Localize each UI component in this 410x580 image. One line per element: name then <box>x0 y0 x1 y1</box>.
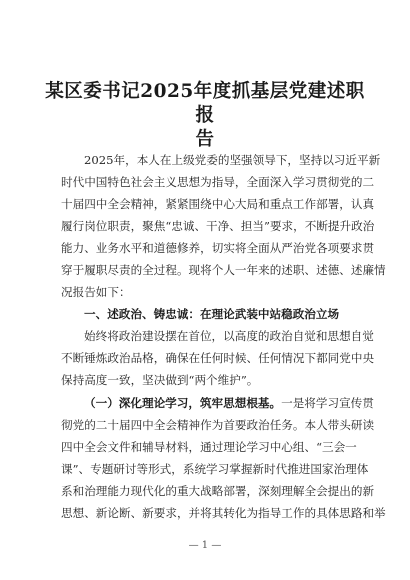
subsection1-line-3: 四中全会文件和辅导材料，通过理论学习中心组、“三会一 <box>61 440 357 454</box>
document-title <box>40 80 370 152</box>
title-line-1: 某区委书记2025年度抓基层党建述职报 <box>45 81 365 126</box>
intro-line-7: 况报告如下： <box>61 285 131 299</box>
subsection1-first-line <box>84 396 374 410</box>
subsection1-line-2: 彻党的二十届四中全会精神作为首要政治任务。本人带头研读 <box>61 418 375 432</box>
subsection1-line-5: 系和治理能力现代化的重大战略部署，深刻理解全会提出的新 <box>61 484 375 498</box>
intro-line-3: 十届四中全会精神，紧紧围绕中心大局和重点工作部署，认真 <box>61 197 375 211</box>
intro-line-2: 时代中国特色社会主义思想为指导，全面深入学习贯彻党的二 <box>61 175 375 189</box>
page-number: — 1 — <box>188 540 222 551</box>
subsection1-line-4: 课”、专题研讨等形式，系统学习掌握新时代推进国家治理体 <box>61 462 369 476</box>
intro-line-1: 2025年，本人在上级党委的坚强领导下，坚持以习近平新 <box>84 153 381 167</box>
intro-line-6: 穿于履职尽责的全过程。现将个人一年来的述职、述德、述廉情 <box>61 263 386 277</box>
intro-line-5: 能力、业务水平和道德修养，切实将全面从严治党各项要求贯 <box>61 241 375 255</box>
subsection1-line-6: 思想、新论断、新要求，并将其转化为指导工作的具体思路和举 <box>61 506 386 520</box>
subsection1-first-rest: 一是将学习宣传贯 <box>281 396 374 410</box>
section1-line-1: 始终将政治建设摆在首位，以高度的政治自觉和思想自觉 <box>84 329 374 343</box>
intro-line-4: 履行岗位职责，聚焦“忠诚、干净、担当”要求，不断提升政治 <box>61 219 375 233</box>
section1-line-3: 保持高度一致，坚决做到“两个维护”。 <box>61 373 259 387</box>
subsection-heading: （一）深化理论学习，筑牢思想根基。 <box>84 396 282 410</box>
section-heading: 一、述政治、铸忠诚：在理论武装中站稳政治立场 <box>84 307 340 321</box>
title-line-2: 告 <box>195 129 215 150</box>
section1-line-2: 不断锤炼政治品格，确保在任何时候、任何情况下都同党中央 <box>61 351 375 365</box>
